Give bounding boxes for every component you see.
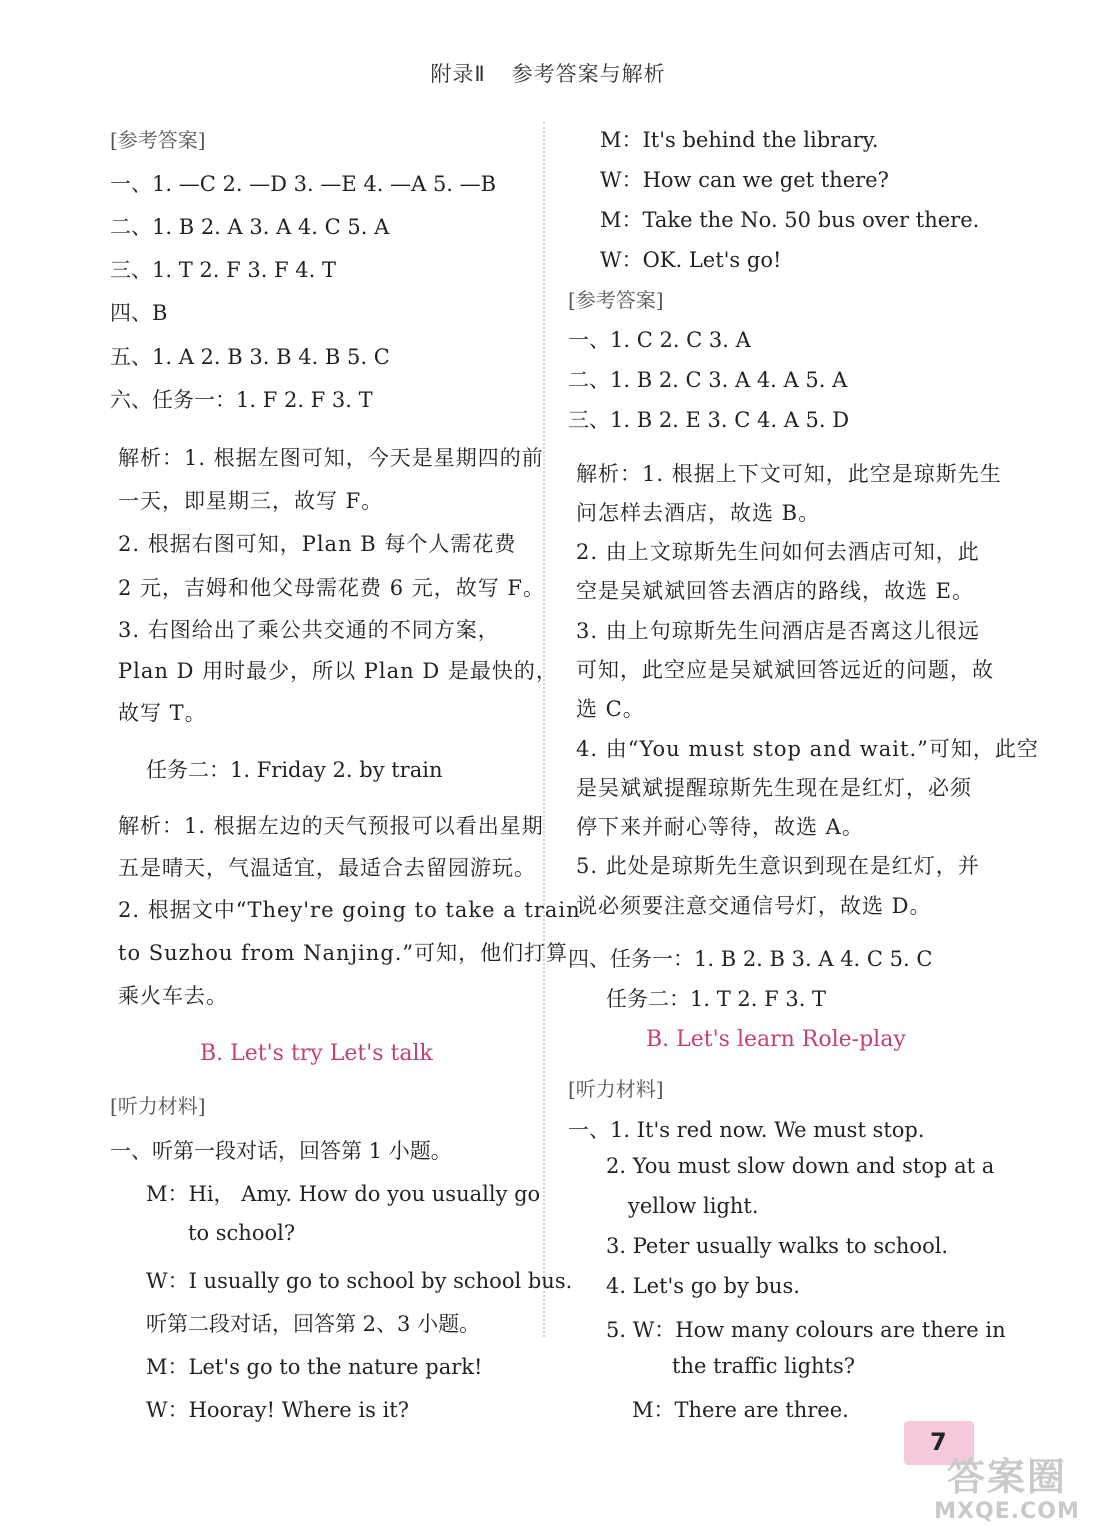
listening-line: 4. Let's go by bus. xyxy=(606,1274,800,1298)
explanation-line: 解析：1. 根据左边的天气预报可以看出星期 xyxy=(118,814,544,838)
explanation-line: 空是吴斌斌回答去酒店的路线，故选 E。 xyxy=(576,579,975,603)
watermark-url: MXQE.COM xyxy=(934,1499,1080,1524)
explanation-line: 问怎样去酒店，故选 B。 xyxy=(576,501,821,525)
listening-label: [听力材料] xyxy=(110,1094,206,1118)
question-prompt: 一、听第一段对话，回答第 1 小题。 xyxy=(110,1139,452,1163)
dialogue-line: M：Take the No. 50 bus over there. xyxy=(600,208,980,232)
task-one-answer: 四、任务一：1. B 2. B 3. A 4. C 5. C xyxy=(568,947,933,971)
explanation-line: 2. 根据文中“They're going to take a train xyxy=(118,898,581,922)
answer-line: 二、1. B 2. A 3. A 4. C 5. A xyxy=(110,215,390,239)
listening-line: 一、1. It's red now. We must stop. xyxy=(568,1118,925,1142)
dialogue-line: M：Hi， Amy. How do you usually go xyxy=(146,1182,541,1206)
listening-label: [听力材料] xyxy=(568,1077,664,1101)
section-title: B. Let's try Let's talk xyxy=(200,1041,433,1066)
answer-line: 五、1. A 2. B 3. B 4. B 5. C xyxy=(110,345,390,369)
explanation-line: 乘火车去。 xyxy=(118,984,228,1008)
explanation-line: 5. 此处是琼斯先生意识到现在是红灯，并 xyxy=(576,854,980,878)
listening-line: yellow light. xyxy=(628,1194,759,1218)
explanation-line: 解析：1. 根据左图可知，今天是星期四的前 xyxy=(118,446,544,470)
page-header xyxy=(0,58,1096,88)
dialogue-line: M：It's behind the library. xyxy=(600,128,879,152)
answer-line: 三、1. B 2. E 3. C 4. A 5. D xyxy=(568,408,850,432)
explanation-line: 3. 由上句琼斯先生问酒店是否离这儿很远 xyxy=(576,619,980,643)
answer-line: 一、1. C 2. C 3. A xyxy=(568,328,751,352)
task-two-answer: 任务二：1. T 2. F 3. T xyxy=(606,987,827,1011)
answer-line: 三、1. T 2. F 3. F 4. T xyxy=(110,258,337,282)
dialogue-line: M：Let's go to the nature park! xyxy=(146,1355,483,1379)
watermark-logo-text: 答案圈 xyxy=(946,1455,1067,1499)
listening-line: 5. W：How many colours are there in xyxy=(606,1318,1006,1342)
explanation-line: 解析：1. 根据上下文可知，此空是琼斯先生 xyxy=(576,462,1002,486)
dialogue-line: W：OK. Let's go! xyxy=(600,248,782,272)
dialogue-line: to school? xyxy=(188,1221,296,1245)
explanation-line: 4. 由“You must stop and wait.”可知，此空 xyxy=(576,737,1039,761)
explanation-line: Plan D 用时最少，所以 Plan D 是最快的， xyxy=(118,659,558,683)
column-divider xyxy=(543,122,545,1337)
watermark xyxy=(922,1455,1092,1524)
explanation-line: to Suzhou from Nanjing.”可知，他们打算 xyxy=(118,941,569,965)
explanation-line: 2. 由上文琼斯先生问如何去酒店可知，此 xyxy=(576,540,980,564)
explanation-line: 3. 右图给出了乘公共交通的不同方案， xyxy=(118,618,500,642)
answer-line: 六、任务一：1. F 2. F 3. T xyxy=(110,388,373,412)
explanation-line: 是吴斌斌提醒琼斯先生现在是红灯，必须 xyxy=(576,776,972,800)
explanation-line: 2. 根据右图可知，Plan B 每个人需花费 xyxy=(118,532,517,556)
question-prompt: 听第二段对话，回答第 2、3 小题。 xyxy=(146,1312,481,1336)
explanation-line: 停下来并耐心等待，故选 A。 xyxy=(576,815,864,839)
explanation-line: 故写 T。 xyxy=(118,701,207,725)
dialogue-line: W：How can we get there? xyxy=(600,168,889,192)
explanation-line: 可知，此空应是吴斌斌回答远近的问题，故 xyxy=(576,658,994,682)
answer-label: [参考答案] xyxy=(568,288,664,312)
listening-line: 3. Peter usually walks to school. xyxy=(606,1234,949,1258)
explanation-line: 选 C。 xyxy=(576,697,645,721)
listening-line: the traffic lights? xyxy=(672,1354,856,1378)
answer-label: [参考答案] xyxy=(110,128,206,152)
explanation-line: 一天，即星期三，故写 F。 xyxy=(118,489,384,513)
explanation-line: 说必须要注意交通信号灯，故选 D。 xyxy=(576,894,932,918)
explanation-line: 五是晴天，气温适宜，最适合去留园游玩。 xyxy=(118,856,536,880)
answer-line: 一、1. —C 2. —D 3. —E 4. —A 5. —B xyxy=(110,172,497,196)
listening-line: M：There are three. xyxy=(632,1398,849,1422)
appendix-label: 附录Ⅱ xyxy=(430,62,486,86)
header-title: 参考答案与解析 xyxy=(511,62,666,86)
dialogue-line: W：Hooray! Where is it? xyxy=(146,1398,409,1422)
section-title: B. Let's learn Role-play xyxy=(646,1027,906,1052)
dialogue-line: W：I usually go to school by school bus. xyxy=(146,1269,573,1293)
answer-line: 四、B xyxy=(110,301,168,325)
listening-line: 2. You must slow down and stop at a xyxy=(606,1154,995,1178)
explanation-line: 2 元，吉姆和他父母需花费 6 元，故写 F。 xyxy=(118,576,545,600)
task-two-answer: 任务二：1. Friday 2. by train xyxy=(146,758,443,782)
page-number: 7 xyxy=(930,1428,947,1456)
answer-line: 二、1. B 2. C 3. A 4. A 5. A xyxy=(568,368,848,392)
